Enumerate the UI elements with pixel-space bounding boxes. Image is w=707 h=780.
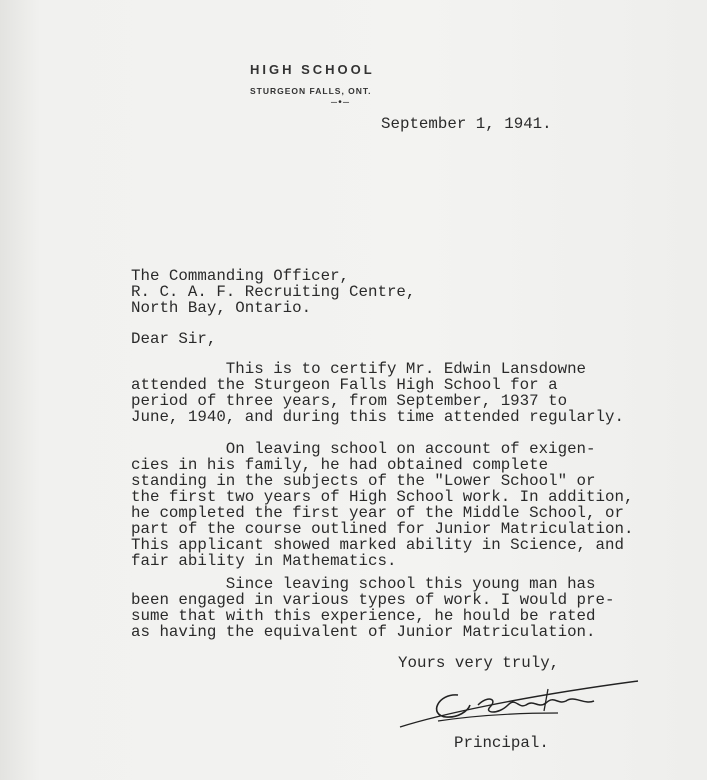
text-line: This applicant showed marked ability in Science, and <box>131 536 624 554</box>
recipient-address <box>131 268 415 316</box>
signature-image <box>398 675 643 735</box>
text-line: Since leaving school this young man has <box>131 575 596 593</box>
text-line: standing in the subjects of the "Lower School" or <box>131 472 596 490</box>
text-line: the first two years of High School work. In addition, <box>131 488 634 506</box>
text-line: sume that with this experience, he hould be rated <box>131 607 596 625</box>
text-line: as having the equivalent of Junior Matriculation. <box>131 623 596 641</box>
text-line: part of the course outlined for Junior Matriculation. <box>131 520 634 538</box>
text-line: he completed the first year of the Middle School, or <box>131 504 624 522</box>
text-line: attended the Sturgeon Falls High School for a <box>131 376 558 394</box>
letterhead-ornament: —•— <box>331 98 350 109</box>
letter-date: September 1, 1941. <box>381 115 552 133</box>
text-line: On leaving school on account of exigen- <box>131 440 596 458</box>
text-line: This is to certify Mr. Edwin Lansdowne <box>131 360 587 378</box>
paragraph-1 <box>131 361 624 425</box>
text-line: period of three years, from September, 1937 to <box>131 392 568 410</box>
text-line: cies in his family, he had obtained complete <box>131 456 549 474</box>
text-line: June, 1940, and during this time attended regularly. <box>131 408 624 426</box>
paragraph-3 <box>131 576 614 640</box>
letterhead-location: STURGEON FALLS, ONT. <box>250 86 372 96</box>
address-line: R. C. A. F. Recruiting Centre, <box>131 283 416 301</box>
salutation: Dear Sir, <box>131 330 217 348</box>
text-line: been engaged in various types of work. I would pre- <box>131 591 615 609</box>
signer-title: Principal. <box>454 734 549 752</box>
paragraph-2 <box>131 441 633 569</box>
text-line: fair ability in Mathematics. <box>131 552 397 570</box>
address-line: North Bay, Ontario. <box>131 299 312 317</box>
address-line: The Commanding Officer, <box>131 267 350 285</box>
closing: Yours very truly, <box>398 654 560 672</box>
letterhead-title: HIGH SCHOOL <box>250 62 375 77</box>
